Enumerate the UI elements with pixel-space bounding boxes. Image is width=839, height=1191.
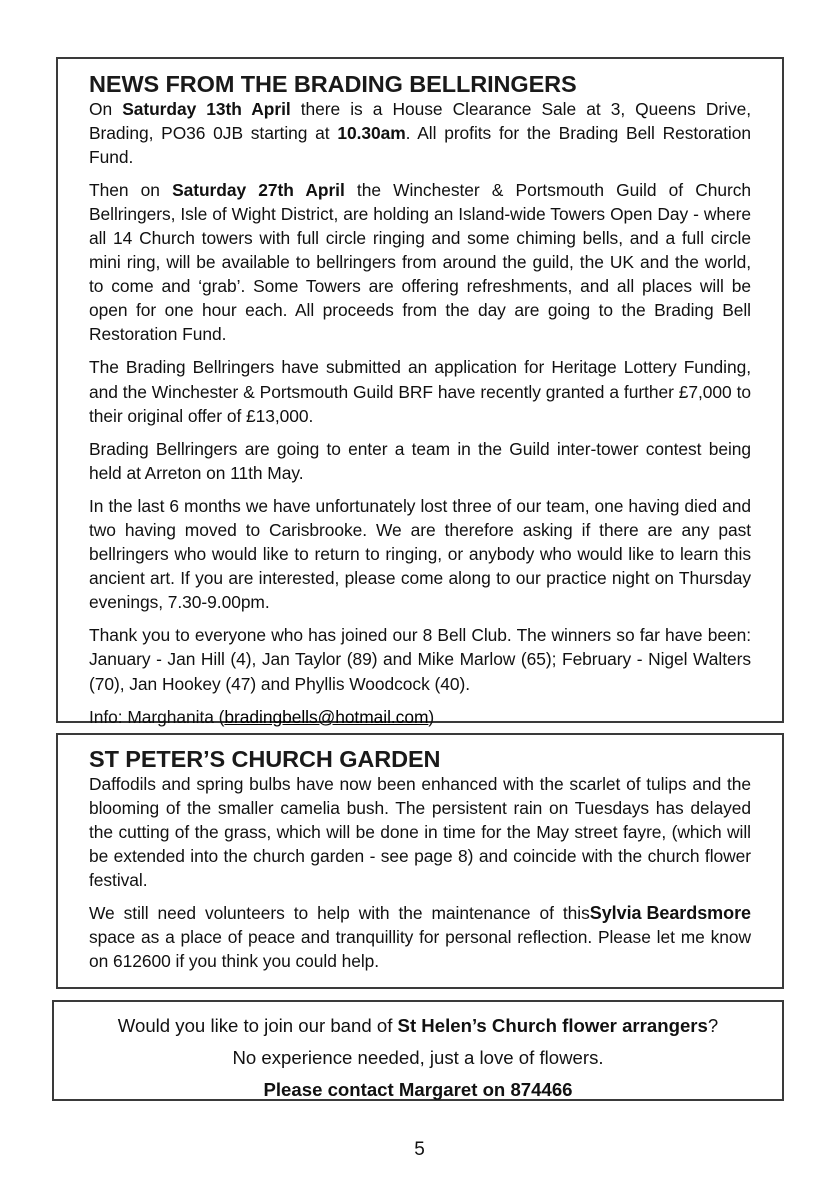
garden-para2-text: We still need volunteers to help with the maintenance of this space as a place of peace and tranquillity for personal reflection. Please let me know on 612600 if you think you could help.	[89, 902, 751, 972]
garden-paragraph-2	[89, 901, 751, 973]
flowers-line1-bold: St Helen’s Church flower arrangers	[397, 1015, 708, 1036]
panel-brading-bellringers	[56, 57, 784, 727]
bellringers-paragraph-3: The Brading Bellringers have submitted an application for Heritage Lottery Funding, and the Winchester & Portsmouth Guild BRF have recently granted a further £7,000 to their original offer of £13,000.	[89, 357, 751, 426]
flowers-line-1	[74, 1013, 762, 1038]
bellringers-paragraph-6-winners: Thank you to everyone who has joined our 8 Bell Club. The winners so far have been: January - Jan Hill (4), Jan Taylor (89) and Mike Marlow (65); February - Nigel Walters (70), Jan Hookey (47) and Phyllis Woodcock (40).	[89, 625, 751, 694]
flowers-line-3-contact: Please contact Margaret on 874466	[263, 1079, 573, 1100]
panel-flower-arrangers-notice	[52, 1000, 784, 1101]
heading-st-peters-church-garden: ST PETER’S CHURCH GARDEN	[89, 746, 441, 772]
para1-bold-date: Saturday 13th April	[122, 98, 291, 119]
bellringers-paragraph-2	[89, 178, 751, 347]
page-number: 5	[414, 1139, 425, 1160]
info-prefix: Info: Marghanita (	[89, 706, 225, 727]
heading-brading-bellringers: NEWS FROM THE BRADING BELLRINGERS	[89, 71, 577, 97]
bellringers-paragraph-1	[89, 97, 751, 169]
para1-text-a: On	[89, 98, 123, 119]
para2-text-a: Then on	[89, 179, 173, 200]
bellringers-paragraph-5: In the last 6 months we have unfortunately lost three of our team, one having died and two having moved to Carisbrooke. We are therefore asking if there are any past bellringers who would like to return to ringing, or anybody who would like to learn this ancient art. If you are interested, please come along to our practice night on Thursday evenings, 7.30-9.00pm.	[89, 495, 751, 613]
para1-text-c: . All profits for the Brading Bell Restoration Fund.	[89, 122, 751, 167]
panel-garden-content	[58, 735, 782, 973]
flowers-line1-text-b: ?	[707, 1015, 719, 1036]
panel-st-peters-church-garden	[56, 733, 784, 989]
garden-paragraph-1: Daffodils and spring bulbs have now been enhanced with the scarlet of tulips and the blooming of the smaller camelia bush. The persistent rain on Tuesdays has delayed the cutting of the grass, which will be done in time for the May street fayre, (which will be extended into the church garden - see page 8) and coincide with the church flower festival.	[89, 773, 751, 890]
para1-bold-time: 10.30am	[337, 122, 406, 143]
info-suffix: )	[428, 706, 435, 727]
garden-signature: Sylvia Beardsmore	[589, 902, 751, 923]
flowers-line1-text-a: Would you like to join our band of	[117, 1015, 398, 1036]
para1-text-b: there is a House Clearance Sale at 3, Queens Drive, Brading, PO36 0JB starting at	[89, 98, 751, 143]
bellringers-paragraph-4: Brading Bellringers are going to enter a team in the Guild inter-tower contest being held at Arreton on 11th May.	[89, 438, 751, 483]
flowers-line-2: No experience needed, just a love of flowers.	[232, 1047, 604, 1068]
email-link-bradingbells[interactable]: bradingbells@hotmail.com	[224, 706, 429, 727]
panel-bellringers-content	[58, 59, 782, 729]
panel-flowers-content	[54, 1002, 782, 1102]
bellringers-info-line	[89, 705, 751, 729]
para2-bold-date: Saturday 27th April	[172, 179, 345, 200]
para2-text-b: the Winchester & Portsmouth Guild of Church Bellringers, Isle of Wight District, are holding an Island-wide Towers Open Day - where all 14 Church towers with full circle ringing and some chiming bells, and a full circle mini ring, will be available to bellringers from around the guild, the UK and the world, to come and ‘grab’. Some Towers are offering refreshments, and all places will be open for one hour each. All proceeds from the day are going to the Brading Bell Restoration Fund.	[89, 179, 752, 345]
